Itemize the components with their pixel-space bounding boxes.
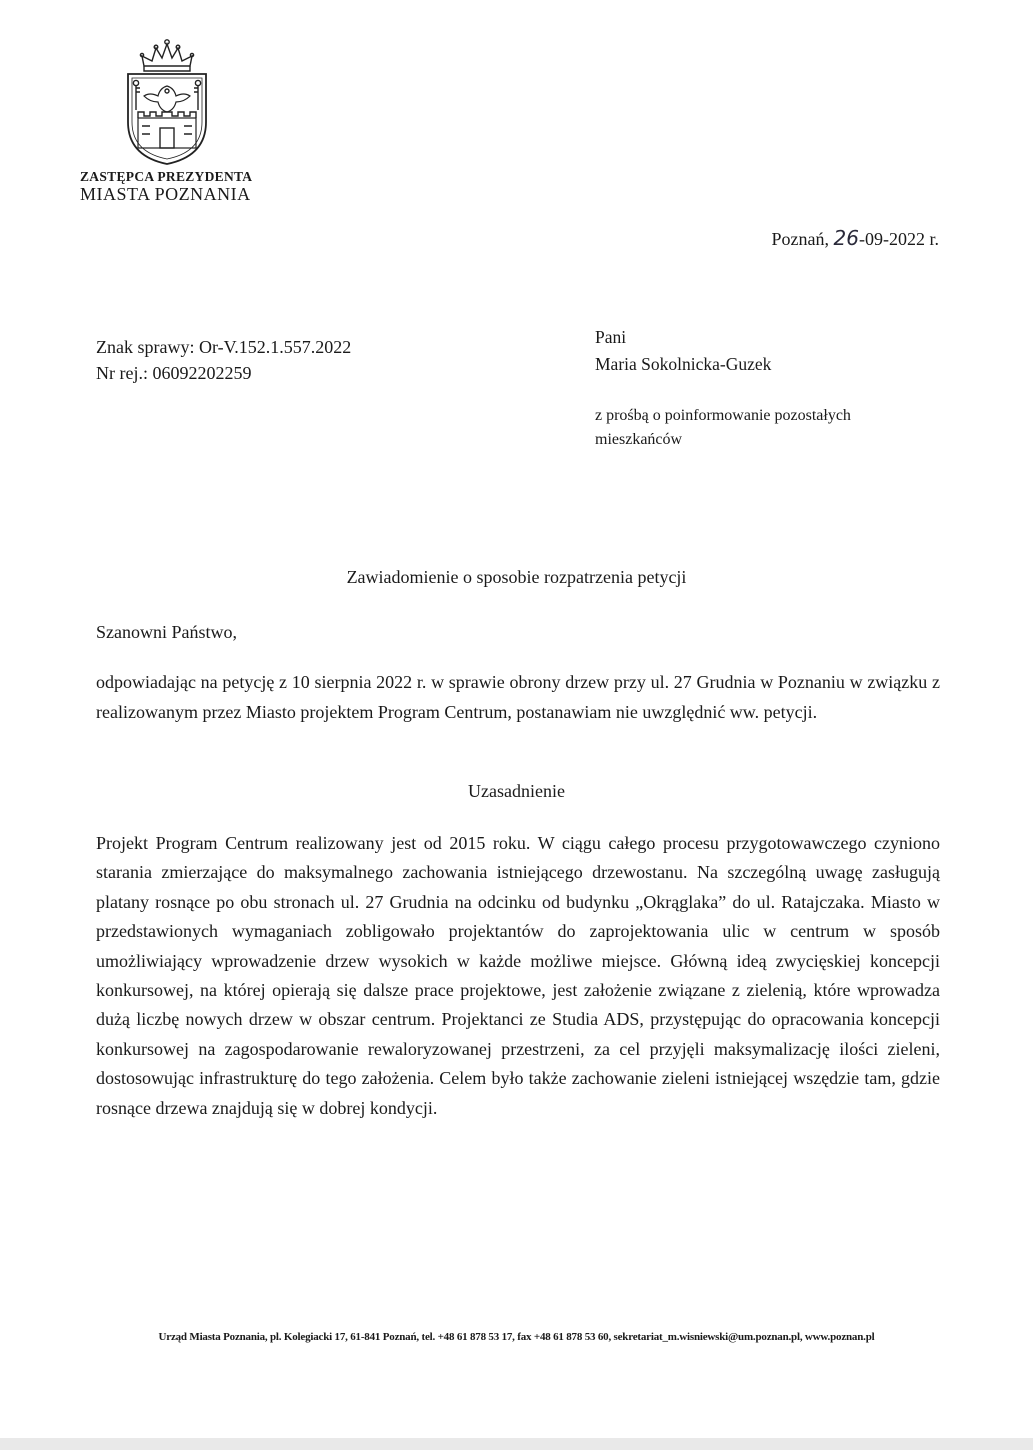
justification-heading: Uzasadnienie <box>468 781 565 801</box>
registry-number: Nr rej.: 06092202259 <box>96 363 252 383</box>
issuer-city: MIASTA POZNANIA <box>80 183 251 204</box>
date-prefix: Poznań, <box>771 229 834 249</box>
letter-subject: Zawiadomienie o sposobie rozpatrzenia petycji <box>346 567 687 587</box>
issuer-block <box>80 170 252 205</box>
poznan-coat-of-arms-icon <box>122 36 212 166</box>
issuer-title: ZASTĘPCA PREZYDENTA <box>80 169 253 184</box>
recipient-salutation: Pani <box>595 327 627 347</box>
justification-paragraph: Projekt Program Centrum realizowany jest od 2015 roku. W ciągu całego procesu przygotowawczego czyniono starania zmierzające do maksymalnego zachowania istniejącego drzewostanu. Na szczególną uwagę zasługują platany rosnące po obu stronach ul. 27 Grudnia na odcinku od budynku „Okrąglaka” do ul. Ratajczaka. Miasto w przedstawionych wymaganiach zobligowało projektantów do zaprojektowania ulic w centrum w sposób umożliwiający wprowadzenie drzew wysokich w każde możliwe miejsce. Główną ideą zwycięskiej koncepcji konkursowej, na której opierają się dalsze prace projektowe, jest założenie związane z zielenią, które wprowadza dużą liczbę nowych drzew w obszar centrum. Projektanci ze Studia ADS, przystępując do opracowania koncepcji konkursowej na zagospodarowanie rewaloryzowanej przestrzeni, za cel przyjęli maksymalizację ilości zieleni, dostosowując infrastrukturę do tego założenia. Celem było także zachowanie zieleni istniejącej wszędzie tam, gdzie rosnące drzewa znajdują się w dobrej kondycji. <box>96 833 940 1118</box>
recipient-address <box>595 324 771 378</box>
date-handwritten-day: 26 <box>833 226 859 250</box>
recipient-note: z prośbą o poinformowanie pozostałych mieszkańców <box>595 407 851 448</box>
page-bottom-edge <box>0 1438 1033 1450</box>
date-suffix: -09-2022 r. <box>859 229 939 249</box>
case-number: Znak sprawy: Or-V.152.1.557.2022 <box>96 337 352 357</box>
case-reference <box>96 334 351 386</box>
letter-date <box>772 226 939 250</box>
letter-footer: Urząd Miasta Poznania, pl. Kolegiacki 17, 61-841 Poznań, tel. +48 61 878 53 17, fax +48 61 878 53 60, sekretariat_m.wisniewski@um.poznan.pl, www.poznan.pl <box>158 1331 875 1343</box>
greeting: Szanowni Państwo, <box>96 622 237 642</box>
recipient-name: Maria Sokolnicka-Guzek <box>595 354 772 374</box>
decision-paragraph: odpowiadając na petycję z 10 sierpnia 2022 r. w sprawie obrony drzew przy ul. 27 Grudnia w Poznaniu w związku z realizowanym przez Miasto projektem Program Centrum, postanawiam nie uwzględnić ww. petycji. <box>96 672 940 722</box>
